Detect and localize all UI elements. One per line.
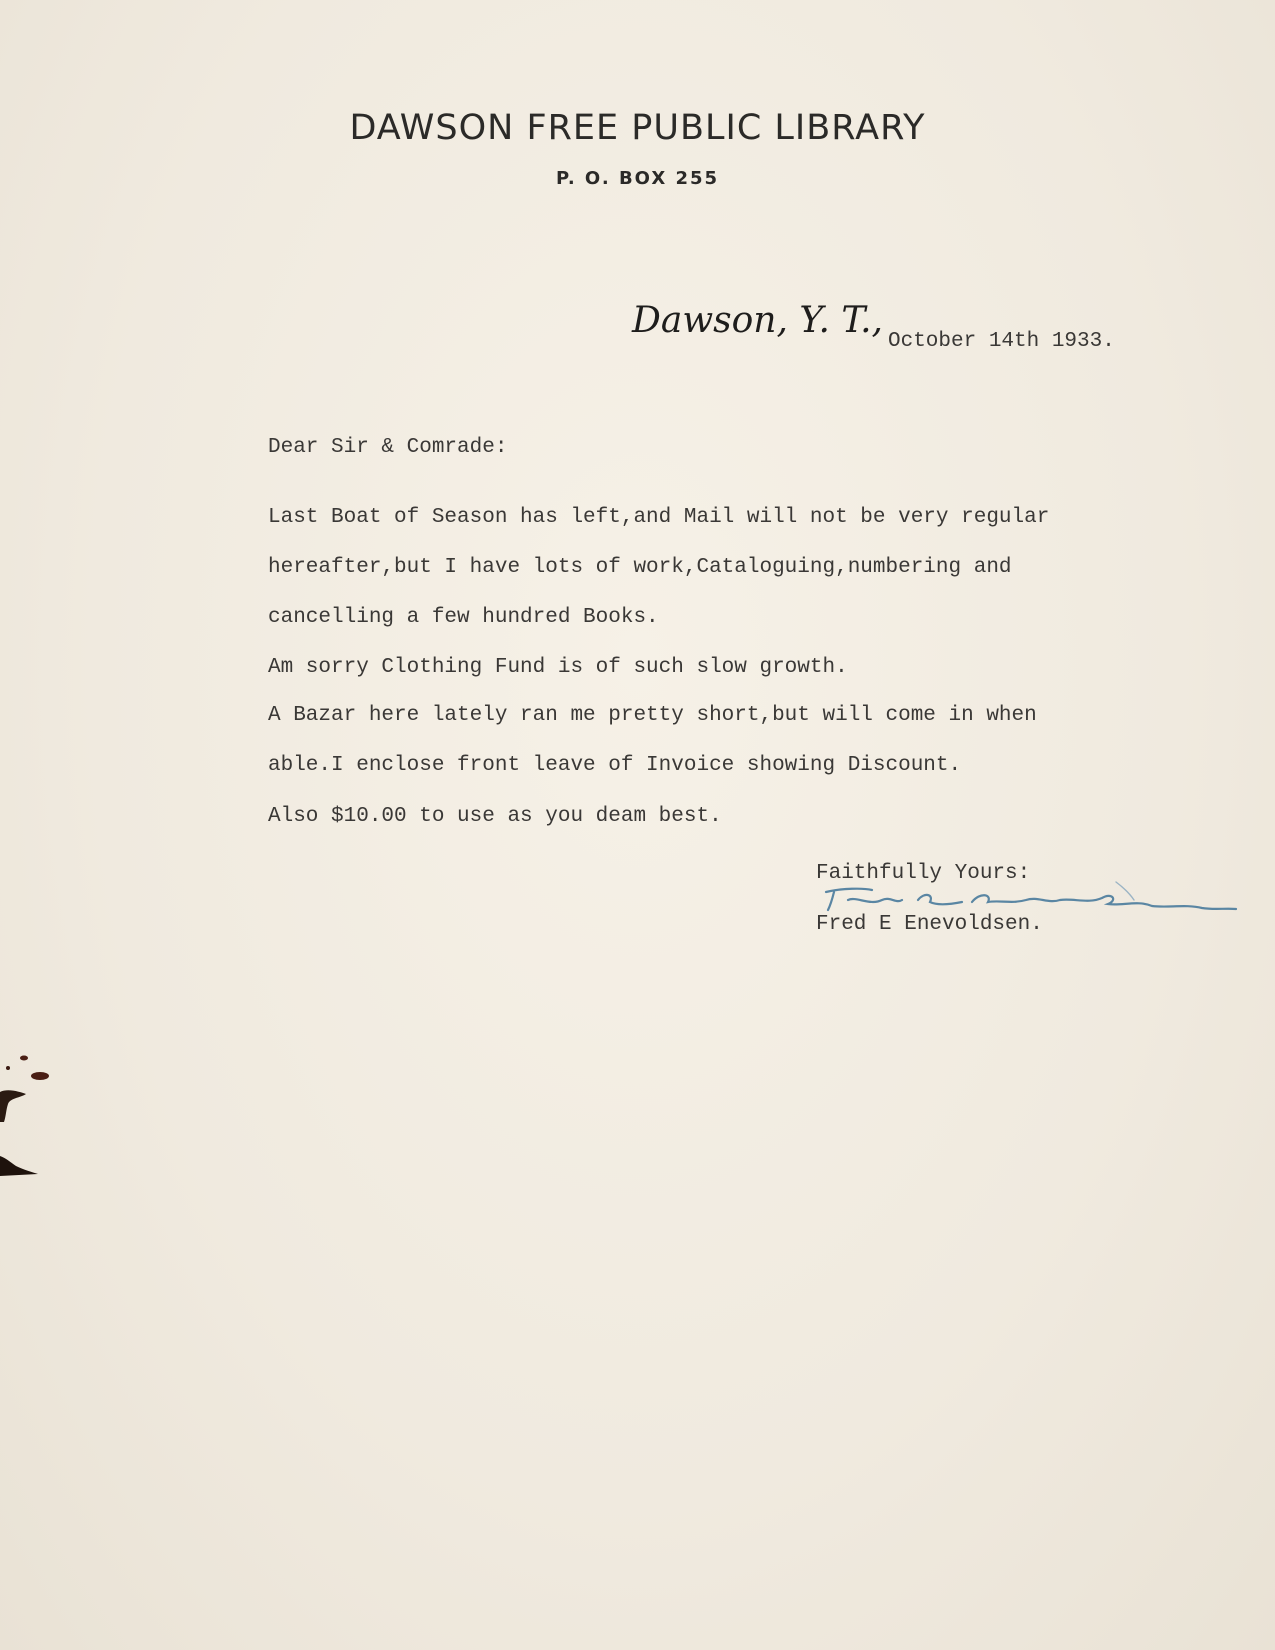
body-line: able.I enclose front leave of Invoice showing Discount. [268,754,962,777]
place-line: Dawson, Y. T., [632,300,883,341]
handwritten-signature [812,878,1252,918]
signer-name: Fred E Enevoldsen. [816,913,1043,936]
body-line: cancelling a few hundred Books. [268,606,659,629]
letter-date: October 14th 1933. [888,330,1115,353]
body-line: Also $10.00 to use as you deam best. [268,805,722,828]
letterhead-po-box: P. O. BOX 255 [555,168,720,189]
body-line: Last Boat of Season has left,and Mail will not be very regular [268,506,1050,529]
closing: Faithfully Yours: [816,862,1031,885]
body-line: Am sorry Clothing Fund is of such slow growth. [268,656,848,679]
salutation: Dear Sir & Comrade: [268,436,508,459]
body-line: hereafter,but I have lots of work,Cataloguing,numbering and [268,556,1012,579]
ink-stain-mark [0,1048,60,1188]
body-line: A Bazar here lately ran me pretty short,but will come in when [268,704,1037,727]
letterhead-title: DAWSON FREE PUBLIC LIBRARY [349,108,926,148]
